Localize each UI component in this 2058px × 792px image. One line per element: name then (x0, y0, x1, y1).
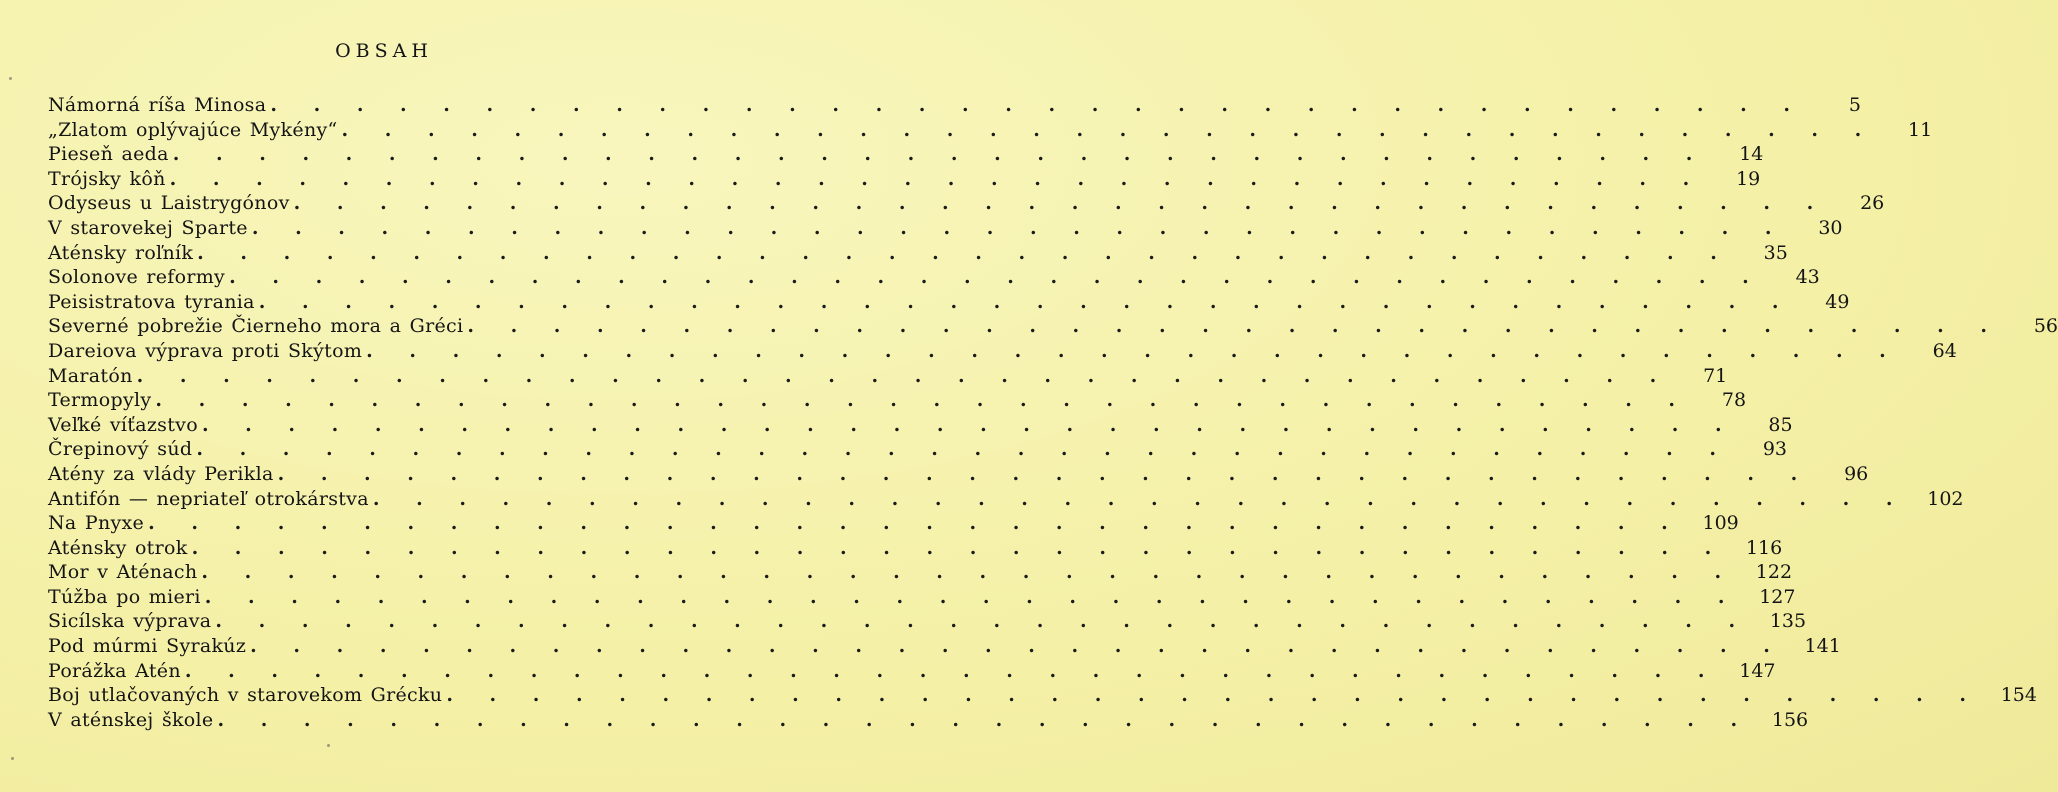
toc-entry (48, 339, 1957, 364)
paper-speck (9, 77, 12, 80)
toc-entry-title: Mor v Aténach (48, 561, 198, 584)
toc-entry-title: Pod múrmi Syrakúz (48, 635, 247, 658)
toc-dot-leader: . . . . . . . . . . . . . . . . . . . . . . . . . . . . . . . . . . . . (201, 561, 1737, 584)
toc-entry (48, 314, 2058, 339)
toc-page-number: 147 (1739, 659, 1776, 682)
toc-entry-title: Veľké víťazstvo (48, 413, 198, 436)
toc-entry-title: Aténsky roľník (48, 241, 194, 264)
toc-dot-leader: . . . . . . . . . . . . . . . . . . . . . . . . . . . . . . . . . . . . (136, 364, 1672, 387)
toc-entry-title: Túžba po mieri (48, 585, 201, 608)
toc-dot-leader: . . . . . . . . . . . . . . . . . . . . . . . . . . . . . . . . . . . . (215, 610, 1751, 633)
toc-page-number: 56 (2033, 315, 2058, 338)
toc-dot-leader: . . . . . . . . . . . . . . . . . . . . . . . . . . . . . . . . . . . . (155, 389, 1691, 412)
toc-entry (48, 241, 1788, 266)
toc-page-number: 96 (1844, 462, 1869, 485)
toc-entry-title: Pieseň aeda (48, 143, 169, 166)
toc-entry (48, 609, 1807, 634)
toc-page-number: 154 (2000, 684, 2037, 707)
toc-page-number: 49 (1825, 290, 1850, 313)
toc-entry-title: Peisistratova tyrania (48, 290, 255, 313)
toc-entry-title: Črepinový súd (48, 438, 193, 461)
toc-entry (48, 536, 1783, 561)
toc-dot-leader: . . . . . . . . . . . . . . . . . . . . . . . . . . . . . . . . . . . . (372, 487, 1908, 510)
toc-entry (48, 216, 1843, 241)
toc-dot-leader: . . . . . . . . . . . . . . . . . . . . . . . . . . . . . . . . . . . . (258, 290, 1794, 313)
toc-entry (48, 290, 1850, 315)
toc-dot-leader: . . . . . . . . . . . . . . . . . . . . . . . . . . . . . . . . . . . . (197, 241, 1732, 264)
toc-entry (48, 683, 2037, 708)
toc-dot-leader: . . . . . . . . . . . . . . . . . . . . . . . . . . . . . . . . . . . . (196, 438, 1731, 461)
toc-entry (48, 93, 1862, 118)
toc-entry (48, 708, 1809, 733)
toc-dot-leader: . . . . . . . . . . . . . . . . . . . . . . . . . . . . . . . . . . . . (191, 536, 1727, 559)
toc-entry-title: Solonove reformy (48, 266, 226, 289)
toc-page-number: 71 (1703, 364, 1728, 387)
toc-entry-title: Aténsky otrok (48, 536, 188, 559)
toc-entry-title: „Zlatom oplývajúce Mykény“ (48, 118, 338, 141)
toc-page-number: 11 (1908, 118, 1933, 141)
toc-page-number: 35 (1763, 241, 1788, 264)
toc-entry-title: Na Pnyxe (48, 512, 145, 535)
toc-entry-title: Boj utlačovaných v starovekom Grécku (48, 684, 443, 707)
toc-dot-leader: . . . . . . . . . . . . . . . . . . . . . . . . . . . . . . . . . . . . (277, 462, 1813, 485)
paper-speck (327, 744, 330, 747)
toc-entry (48, 388, 1747, 413)
toc-page-number: 141 (1804, 635, 1841, 658)
toc-page-number: 127 (1759, 585, 1796, 608)
toc-entry (48, 142, 1764, 167)
toc-page-number: 43 (1795, 266, 1820, 289)
toc-page-number: 14 (1739, 143, 1764, 166)
toc-dot-leader: . . . . . . . . . . . . . . . . . . . . . . . . . . . . . . . . . . . . (148, 512, 1683, 535)
page-title: OBSAH (335, 40, 433, 62)
toc-entry (48, 437, 1787, 462)
toc-entry (48, 462, 1869, 487)
toc-page-number: 64 (1932, 339, 1957, 362)
toc-page-number: 156 (1771, 708, 1809, 731)
paper-speck (11, 757, 14, 760)
toc-dot-leader: . . . . . . . . . . . . . . . . . . . . . . . . . . . . . . . . . . . . (446, 684, 1981, 707)
toc-dot-leader: . . . . . . . . . . . . . . . . . . . . . . . . . . . . . . . . . . . . (467, 315, 2002, 338)
toc-entry (48, 118, 1933, 143)
toc-dot-leader: . . . . . . . . . . . . . . . . . . . . . . . . . . . . . . . . . . . . (270, 94, 1806, 116)
toc-dot-leader: . . . . . . . . . . . . . . . . . . . . . . . . . . . . . . . . . . . . (251, 216, 1787, 239)
toc-page-number: 116 (1745, 536, 1783, 559)
toc-entry-title: Atény za vlády Perikla (48, 462, 274, 485)
toc-page-number: 85 (1768, 413, 1793, 436)
toc-page-number: 30 (1818, 216, 1843, 239)
toc-page-number: 102 (1927, 487, 1964, 510)
toc-entry (48, 167, 1761, 192)
toc-page-number: 135 (1769, 610, 1807, 633)
toc-entry-title: Dareiova výprava proti Skýtom (48, 339, 363, 362)
toc-page-number: 109 (1702, 512, 1739, 535)
toc-entry-title: Maratón (48, 364, 133, 387)
toc-entry-title: Severné pobrežie Čierneho mora a Gréci (48, 315, 464, 338)
toc-page-number: 93 (1762, 438, 1787, 461)
toc-entry (48, 659, 1776, 684)
toc-dot-leader: . . . . . . . . . . . . . . . . . . . . . . . . . . . . . . . . . . . . (184, 659, 1720, 682)
toc-dot-leader: . . . . . . . . . . . . . . . . . . . . . . . . . . . . . . . . . . . . (366, 339, 1901, 362)
toc-entry-title: Sicílska výprava (48, 610, 212, 633)
toc-entry-title: Odyseus u Laistrygónov (48, 192, 290, 215)
toc-dot-leader: . . . . . . . . . . . . . . . . . . . . . . . . . . . . . . . . . . . . (169, 167, 1705, 190)
toc-entry-title: Porážka Atén (48, 659, 181, 682)
toc-entry-title: V aténskej škole (48, 708, 214, 731)
toc-page-number: 5 (1848, 94, 1862, 116)
toc-entry (48, 560, 1793, 585)
toc-entry-title: Trójsky kôň (48, 167, 166, 190)
toc-dot-leader: . . . . . . . . . . . . . . . . . . . . . . . . . . . . . . . . . . . . (229, 266, 1764, 289)
toc-dot-leader: . . . . . . . . . . . . . . . . . . . . . . . . . . . . . . . . . . . . (204, 585, 1740, 608)
toc-entry (48, 511, 1739, 536)
toc-entry-title: Termopyly (48, 389, 152, 412)
toc-dot-leader: . . . . . . . . . . . . . . . . . . . . . . . . . . . . . . . . . . . . (341, 118, 1877, 141)
toc-page-number: 122 (1755, 561, 1793, 584)
toc-entry (48, 364, 1728, 389)
toc-entry (48, 191, 1885, 216)
toc-dot-leader: . . . . . . . . . . . . . . . . . . . . . . . . . . . . . . . . . . . . (217, 708, 1753, 731)
toc-entry-title: V starovekej Sparte (48, 216, 248, 239)
toc-page-number: 78 (1721, 389, 1747, 412)
toc-entry (48, 265, 1820, 290)
toc-page-number: 26 (1860, 192, 1885, 215)
toc-dot-leader: . . . . . . . . . . . . . . . . . . . . . . . . . . . . . . . . . . . . (250, 635, 1785, 658)
toc-dot-leader: . . . . . . . . . . . . . . . . . . . . . . . . . . . . . . . . . . . . (201, 413, 1737, 436)
toc-entry (48, 585, 1796, 610)
toc-dot-leader: . . . . . . . . . . . . . . . . . . . . . . . . . . . . . . . . . . . . (172, 143, 1708, 166)
toc-page-number: 19 (1736, 167, 1761, 190)
toc-dot-leader: . . . . . . . . . . . . . . . . . . . . . . . . . . . . . . . . . . . . (293, 192, 1829, 215)
toc-entry-title: Námorná ríša Minosa (48, 94, 267, 116)
toc-entry (48, 413, 1793, 438)
toc-entry-title: Antifón — nepriateľ otrokárstva (48, 487, 369, 510)
toc-entry (48, 487, 1964, 512)
toc-entry (48, 634, 1841, 659)
table-of-contents (48, 93, 2058, 732)
